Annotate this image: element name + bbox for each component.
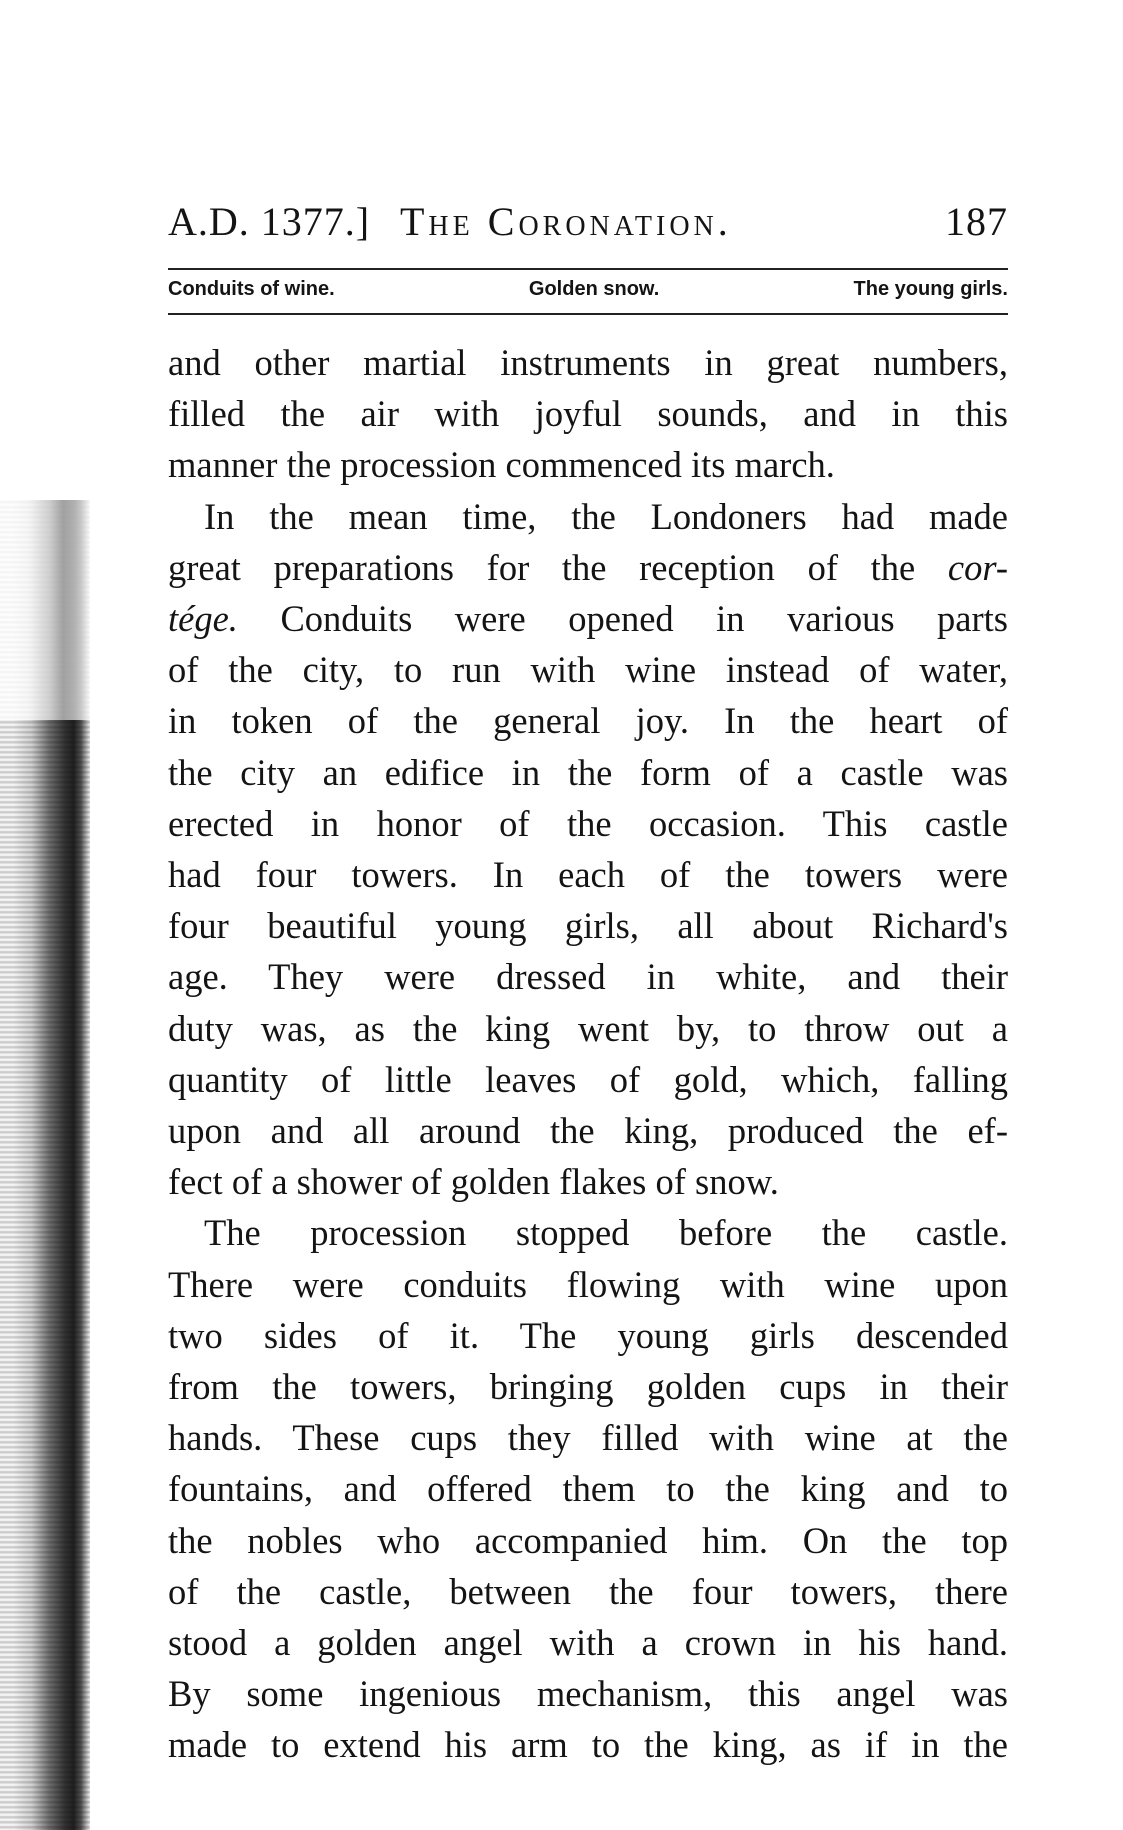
binding-edge-fade: [0, 500, 90, 720]
text-line: By some ingenious mechanism, this angel was: [168, 1673, 1008, 1715]
header-date: A.D. 1377.]: [168, 199, 371, 244]
paragraph-1: [168, 337, 1008, 491]
sidenote-young-girls: The young girls.: [853, 278, 1008, 300]
paragraph-3: [168, 1207, 1008, 1770]
sidenote-conduits: Conduits of wine.: [168, 278, 335, 300]
text-line: age. They were dressed in white, and their: [168, 956, 1008, 998]
text-line: and other martial instruments in great numbers,: [168, 342, 1008, 383]
text-line: duty was, as the king went by, to throw out a: [168, 1007, 1008, 1049]
text-line: from the towers, bringing golden cups in their: [168, 1366, 1008, 1408]
text-line: stood a golden angel with a crown in his hand.: [168, 1622, 1008, 1664]
text-line: There were conduits flowing with wine upon: [168, 1263, 1008, 1305]
text-line: manner the procession commenced its march.: [168, 444, 835, 486]
text-line: erected in honor of the occasion. This castle: [168, 802, 1008, 844]
text-line: The procession stopped before the castle.: [204, 1212, 1008, 1254]
text-line: four beautiful young girls, all about Richard's: [168, 905, 1008, 947]
sidenotes: [168, 270, 1008, 307]
text-fragment: Conduits were opened in various parts: [280, 598, 1008, 640]
text-line: two sides of it. The young girls descended: [168, 1314, 1008, 1356]
running-head: [168, 198, 1008, 254]
text-line: made to extend his arm to the king, as if in the: [168, 1724, 1008, 1766]
italic-word: cor-: [947, 546, 1009, 588]
text-line: had four towers. In each of the towers were: [168, 854, 1008, 896]
text-line: filled the air with joyful sounds, and in this: [168, 393, 1008, 435]
text-line: fect of a shower of golden flakes of snow.: [168, 1161, 779, 1203]
text-line: [168, 593, 1008, 644]
text-line: quantity of little leaves of gold, which, falling: [168, 1058, 1008, 1100]
text-line: of the castle, between the four towers, there: [168, 1570, 1008, 1612]
paragraph-2: [168, 491, 1008, 1208]
text-line: the nobles who accompanied him. On the top: [168, 1519, 1008, 1561]
text-line: hands. These cups they filled with wine at the: [168, 1417, 1008, 1459]
book-page: [168, 198, 1008, 1771]
sidenote-rule: [168, 313, 1008, 315]
text-line: fountains, and offered them to the king and to: [168, 1468, 1008, 1510]
text-line: of the city, to run with wine instead of water,: [168, 649, 1008, 691]
italic-word: tége.: [168, 598, 238, 640]
text-line: [168, 542, 1008, 593]
body-text: [168, 337, 1008, 1771]
text-line: in token of the general joy. In the heart of: [168, 700, 1008, 742]
text-fragment: great preparations for the reception of the: [168, 546, 916, 588]
text-line: the city an edifice in the form of a castle was: [168, 751, 1008, 793]
header-title: The Coronation.: [400, 199, 732, 244]
text-line: upon and all around the king, produced the ef-: [168, 1110, 1008, 1152]
sidenote-golden-snow: Golden snow.: [528, 278, 660, 300]
text-line: In the mean time, the Londoners had made: [204, 495, 1008, 537]
page-number: 187: [945, 199, 1008, 244]
